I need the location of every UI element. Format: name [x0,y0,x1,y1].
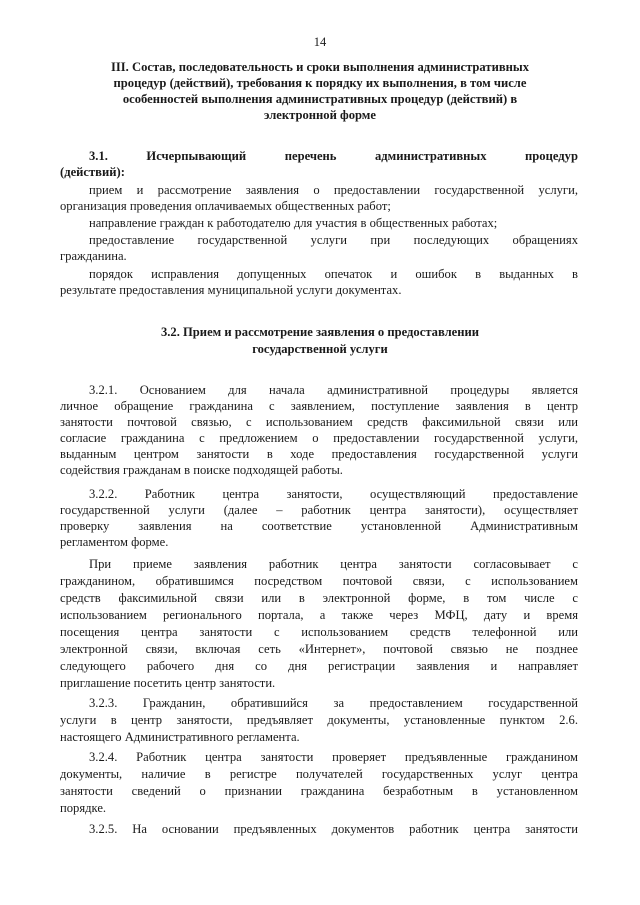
list-item-line: организация проведения оплачиваемых общественных работ; [60,199,391,213]
paragraph-line: 3.2.2. Работник центра занятости, осуществляющий предоставление [89,487,578,501]
section-3-1-title-continuation: (действий): [60,165,125,179]
paragraph-line: средств факсимильной связи или в электронной форме, в том числе с [60,591,578,605]
section-3-1-title-word: перечень [284,149,337,163]
section-3-1-title-word: Исчерпывающий [146,149,247,163]
paragraph-line: занятости почтовой связью, с использованием средств факсимильной связи или [60,415,578,429]
paragraph-line: выданным центром занятости в ходе предоставления государственной услуги [60,447,578,461]
paragraph-line: 3.2.3. Гражданин, обратившийся за предоставлением государственной [89,696,578,710]
paragraph-line: приглашение посетить центр занятости. [60,676,276,690]
paragraph-line: регламентом форме. [60,535,169,549]
paragraph-line: 3.2.1. Основанием для начала административной процедуры является [89,383,578,397]
list-item-line: результате предоставления муниципальной услуги документах. [60,283,402,297]
section-3-2-heading-line: 3.2. Прием и рассмотрение заявления о предоставлении [160,325,480,339]
paragraph-line: гражданином, обратившимся посредством почтовой связи, с использованием [60,574,578,588]
section-heading-line: процедур (действий), требования к порядку их выполнения, в том числе [113,76,527,90]
section-heading-line: электронной форме [264,108,376,122]
paragraph-line: порядке. [60,801,107,815]
paragraph-line: настоящего Административного регламента. [60,730,300,744]
paragraph-line: посещения центра занятости с использованием средств телефонной или [60,625,578,639]
section-heading-line: особенностей выполнения административных процедур (действий) в [122,92,518,106]
list-item-line: прием и рассмотрение заявления о предоставлении государственной услуги, [89,183,578,197]
paragraph-line: согласие гражданина с предложением о предоставлении государственной услуги, [60,431,578,445]
section-3-1-number: 3.1. [89,149,108,163]
paragraph-line: При приеме заявления работник центра занятости согласовывает с [89,557,578,571]
paragraph-line: использованием регионального портала, а также через МФЦ, дату и время [60,608,578,622]
page-number: 14 [313,35,327,49]
paragraph-line: документы, наличие в регистре получателей государственных услуг центра [60,767,578,781]
section-3-2-heading-line: государственной услуги [252,342,388,356]
section-3-1-title-word: процедур [525,149,578,163]
paragraph-line: государственной услуги (далее – работник центра занятости), осуществляет [60,503,578,517]
paragraph-line: электронной связи, включая сеть «Интернет», почтовой связью не позднее [60,642,578,656]
paragraph-line: проверку заявления на соответствие установленной Административным [60,519,578,533]
section-3-1-title [89,149,578,164]
list-item-line: порядок исправления допущенных опечаток и ошибок в выданных в [89,267,578,281]
paragraph-line: 3.2.4. Работник центра занятости проверяет предъявленные гражданином [89,750,578,764]
section-3-1-title-word: административных [374,149,487,163]
paragraph-line: следующего рабочего дня со дня регистрации заявления и направляет [60,659,578,673]
paragraph-line: услуги в центр занятости, предъявляет документы, установленные пунктом 2.6. [60,713,578,727]
paragraph-line: содействия гражданам в поиске подходящей работы. [60,463,343,477]
list-item-line: предоставление государственной услуги при последующих обращениях [89,233,578,247]
paragraph-line: 3.2.5. На основании предъявленных документов работник центра занятости [89,822,578,836]
paragraph-line: занятости сведений о признании гражданина безработным в установленном [60,784,578,798]
paragraph-line: личное обращение гражданина с заявлением, поступление заявления в центр [60,399,578,413]
list-item-line: гражданина. [60,249,127,263]
list-item-line: направление граждан к работодателю для участия в общественных работах; [89,216,498,230]
section-heading-line: III. Состав, последовательность и сроки выполнения административных [110,60,530,74]
